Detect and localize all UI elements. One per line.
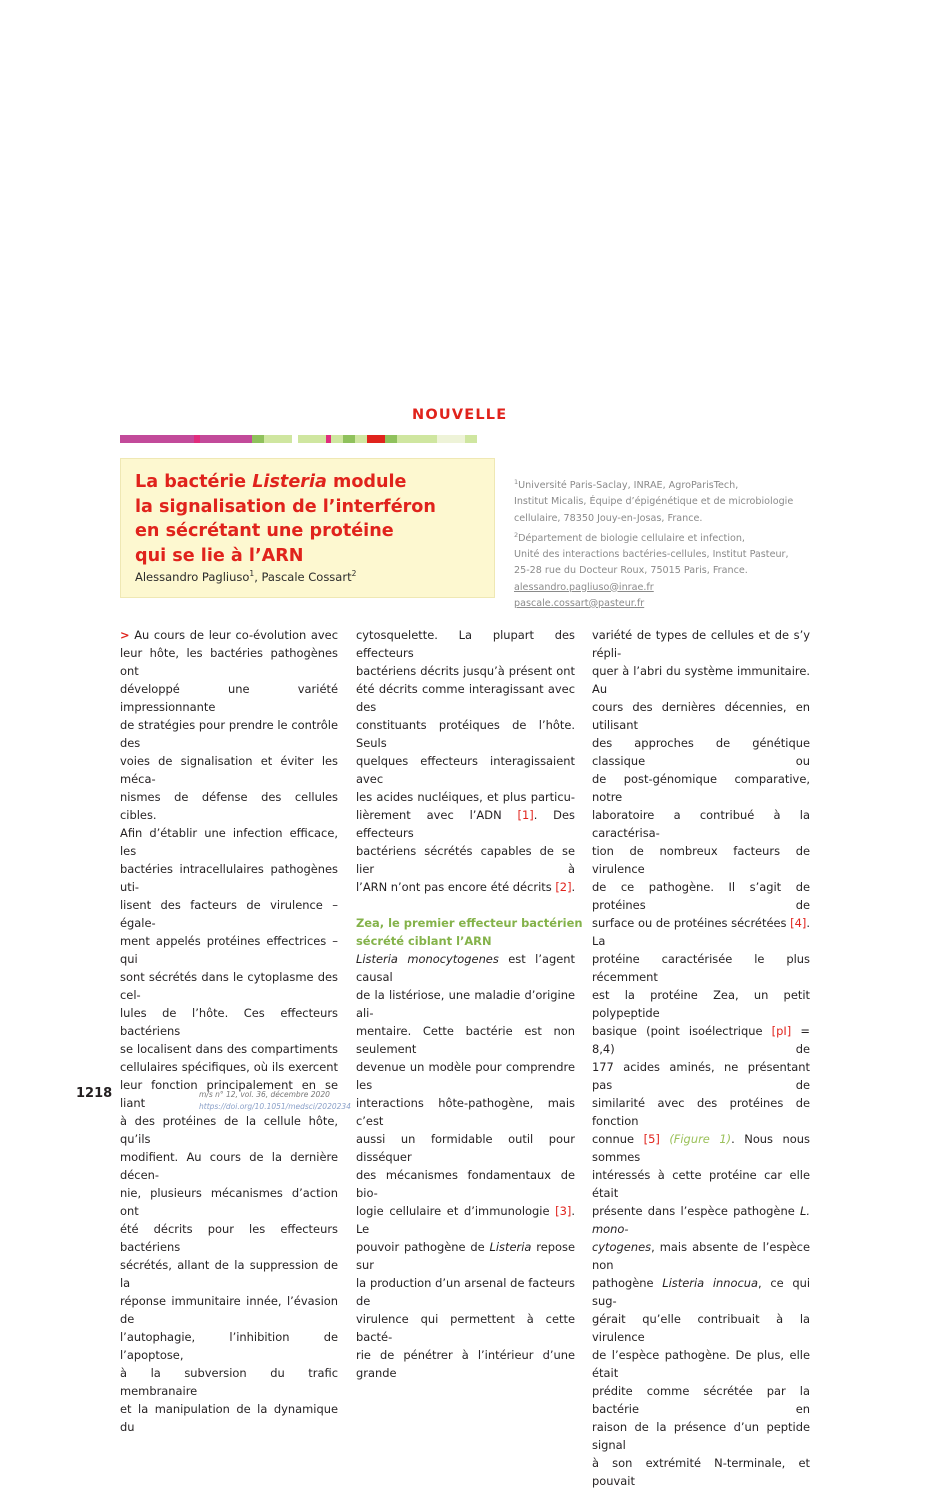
chevron-right-icon: > — [120, 628, 130, 642]
color-bar-segment — [120, 435, 194, 443]
email-link-2[interactable]: pascale.cossart@pasteur.fr — [514, 597, 645, 609]
page-number: 1218 — [76, 1086, 113, 1101]
color-bar-segment — [200, 435, 252, 443]
email-link-1[interactable]: alessandro.pagliuso@inrae.fr — [514, 581, 654, 593]
color-bar-segment — [465, 435, 477, 443]
subsection-heading: sécrété ciblant l’ARN — [356, 934, 492, 948]
color-bar-segment — [397, 435, 437, 443]
color-bar-segment — [343, 435, 355, 443]
citation-link[interactable]: [4] — [790, 916, 807, 930]
color-bar-segment — [252, 435, 264, 443]
color-bar-segment — [385, 435, 397, 443]
citation-link[interactable]: [5] — [643, 1132, 660, 1146]
citation-link[interactable]: [1] — [517, 808, 534, 822]
color-bar-segment — [264, 435, 292, 443]
doi-link[interactable]: https://doi.org/10.1051/medsci/2020234 — [199, 1102, 351, 1111]
body-column-3: variété de types de cellules et de s’y répli- quer à l’abri du système immunitaire. Au cours des dernières décennies, en utilisant des approches de génétique classique ou de post-génomique comparative, notre laboratoire a contribué à la caractérisa- tion de nombreux facteurs de virulence de ce pathogène. Il s’agit de protéines de surface ou de protéines sécrétées [4]. La protéine caractérisée le plus récemment est la protéine Zea, un petit polypeptide basique (point isoélectrique [pI] = 8,4) de 177 acides aminés, ne présentant pas de similarité avec des protéines de fonction connue [5] (Figure 1). Nous nous sommes intéressés à cette protéine car elle était présente dans l’espèce pathogène L. mono- cytogenes, mais absente de l’espèce non pathogène Listeria innocua, ce qui sug- gérait qu’elle contribuait à la virulence de l’espèce pathogène. De plus, elle était prédite comme sécrétée par la bactérie en raison de la présence d’un peptide signal à son extrémité N-terminale, et pouvait — [592, 628, 811, 1488]
color-bar-segment — [355, 435, 367, 443]
color-bar-segment — [367, 435, 385, 443]
affiliations: $^1$Université Paris-Saclay, INRAE, AgroParisTech, Institut Micalis, Équipe d’épigénétique et de microbiologie cellulaire, 78350 Jouy-en-Josas, France. $^2$Département de biologie cellulaire et infection, Unité des interactions bactéries-cellules, Institut Pasteur, 25-28 rue du Docteur Roux, 75015 Paris, France. alessandro.pagliuso@inrae.fr pascale.cossart@pasteur.fr — [514, 478, 794, 609]
figure-link[interactable]: (Figure 1) — [669, 1132, 732, 1146]
citation-link[interactable]: [2] — [555, 880, 572, 894]
journal-citation: m/s n° 12, vol. 36, décembre 2020 — [199, 1090, 330, 1099]
section-label: NOUVELLE — [412, 407, 508, 423]
color-bar-segment — [298, 435, 326, 443]
color-bar-segment — [331, 435, 343, 443]
author-2: Pascale Cossart — [261, 569, 352, 584]
article-title: La bactérie Listeria module la signalisation de l’interféron en sécrétant une protéine qui se lie à l’ARN — [135, 472, 436, 566]
body-column-1: > Au cours de leur co-évolution avec leur hôte, les bactéries pathogènes ont développé une variété impressionnante de stratégies pour prendre le contrôle des voies de signalisation et éviter les méca- nismes de défense des cellules cibles. Afin d’établir une infection efficace, les bactéries intracellulaires pathogènes uti- lisent des facteurs de virulence – égale- ment appelés protéines effectrices – qui sont sécrétés dans le cytoplasme des cel- lules de l’hôte. Ces effecteurs bactériens se localisent dans des compartiments cellulaires spécifiques, où ils exercent leur fonction principalement en se liant à des protéines de la cellule hôte, qu’ils modifient. Au cours de la dernière décen- nie, plusieurs mécanismes d’action ont été décrits pour les effecteurs bactériens sécrétés, allant de la suppression de la réponse immunitaire innée, l’évasion de l’autophagie, l’inhibition de l’apoptose, à la subversion du trafic membranaire et la manipulation de la dynamique du — [120, 628, 338, 1434]
glossary-term: [pI] — [771, 1024, 792, 1038]
authors: Alessandro Pagliuso$^1$, Pascale Cossart$^2$ — [135, 569, 357, 584]
author-1: Alessandro Pagliuso — [135, 569, 250, 584]
subsection-heading: Zea, le premier effecteur bactérien — [356, 916, 583, 930]
color-bar-segment — [437, 435, 465, 443]
title-italic: Listeria — [252, 472, 327, 492]
body-column-2: cytosquelette. La plupart des effecteurs bactériens décrits jusqu’à présent ont été décrits comme interagissant avec des constituants protéiques de l’hôte. Seuls quelques effecteurs interagissaient avec les acides nucléiques, et plus particu- lièrement avec l’ADN [1]. Des effecteurs bactériens sécrétés capables de se lier à l’ARN n’ont pas encore été décrits [2]. Zea, le premier effecteur bactérien sécrété ciblant l’ARN Listeria monocytogenes est l’agent causal de la listériose, une maladie d’origine ali- mentaire. Cette bactérie est non seulement devenue un modèle pour comprendre les interactions hôte-pathogène, mais c’est aussi un formidable outil pour disséquer des mécanismes fondamentaux de bio- logie cellulaire et d’immunologie [3]. Le pouvoir pathogène de Listeria repose sur la production d’un arsenal de facteurs de virulence qui permettent à cette bacté- rie de pénétrer à l’intérieur d’une grande — [356, 628, 583, 1380]
citation-link[interactable]: [3] — [555, 1204, 572, 1218]
decorative-color-bar — [120, 435, 496, 443]
